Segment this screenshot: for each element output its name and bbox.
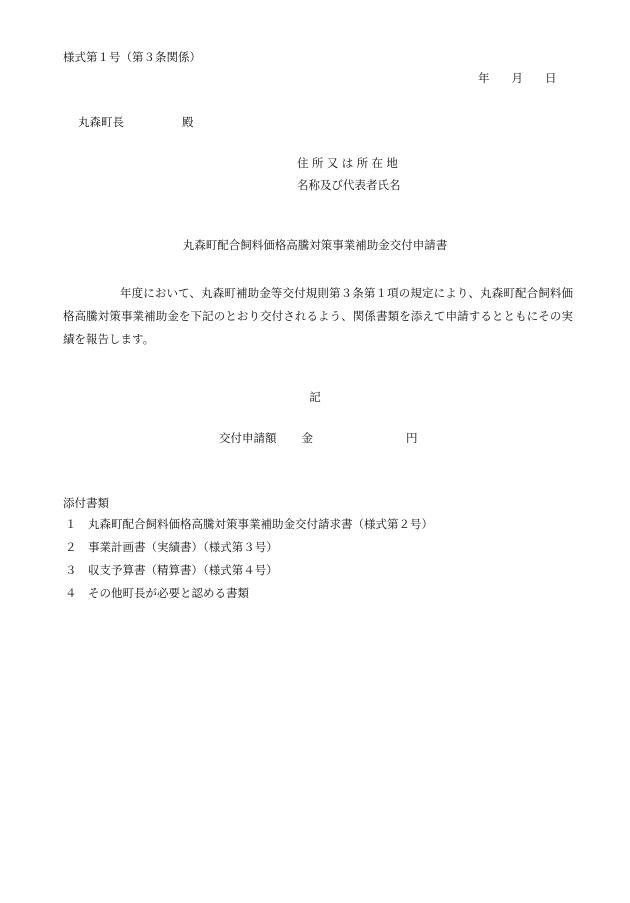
form-number: 様式第１号（第３条関係） <box>63 50 201 64</box>
amount-prefix: 金 <box>301 431 313 445</box>
date-line <box>478 73 557 85</box>
item-number: ４ <box>65 586 77 600</box>
addressee <box>78 117 194 129</box>
day-label: 日 <box>545 71 557 85</box>
month-label: 月 <box>511 71 523 85</box>
ki-heading: 記 <box>309 390 321 404</box>
amount-line <box>219 433 418 445</box>
item-text: 丸森町配合飼料価格高騰対策事業補助金交付請求書（様式第２号） <box>88 517 433 531</box>
year-label: 年 <box>478 71 490 85</box>
document-title: 丸森町配合飼料価格高騰対策事業補助金交付申請書 <box>182 238 448 252</box>
list-item <box>63 588 433 611</box>
amount-label: 交付申請額 <box>219 431 277 445</box>
item-text: 事業計画書（実績書）（様式第３号） <box>88 540 278 554</box>
list-item <box>63 565 433 588</box>
body-paragraph: 年度において、丸森町補助金等交付規則第３条第１項の規定により、丸森町配合飼料価格高騰対策事業補助金を下記のとおり交付されるよう、関係書類を添えて申請するとともにその実績を報告します。 <box>63 286 573 346</box>
applicant-name-label: 名称及び代表者氏名 <box>297 178 401 192</box>
item-text: その他町長が必要と認める書類 <box>88 586 249 600</box>
item-number: １ <box>65 517 77 531</box>
addressee-name: 丸森町長 <box>78 115 124 129</box>
item-number: ３ <box>65 563 77 577</box>
list-item <box>63 542 433 565</box>
addressee-honorific: 殿 <box>182 115 194 129</box>
list-item <box>63 519 433 542</box>
attachments-list <box>63 519 433 611</box>
item-number: ２ <box>65 540 77 554</box>
item-text: 収支予算書（精算書）（様式第４号） <box>88 563 278 577</box>
attachments-heading: 添付書類 <box>63 496 109 510</box>
applicant-address-label: 住所又は所在地 <box>297 156 402 170</box>
amount-unit: 円 <box>406 431 418 445</box>
